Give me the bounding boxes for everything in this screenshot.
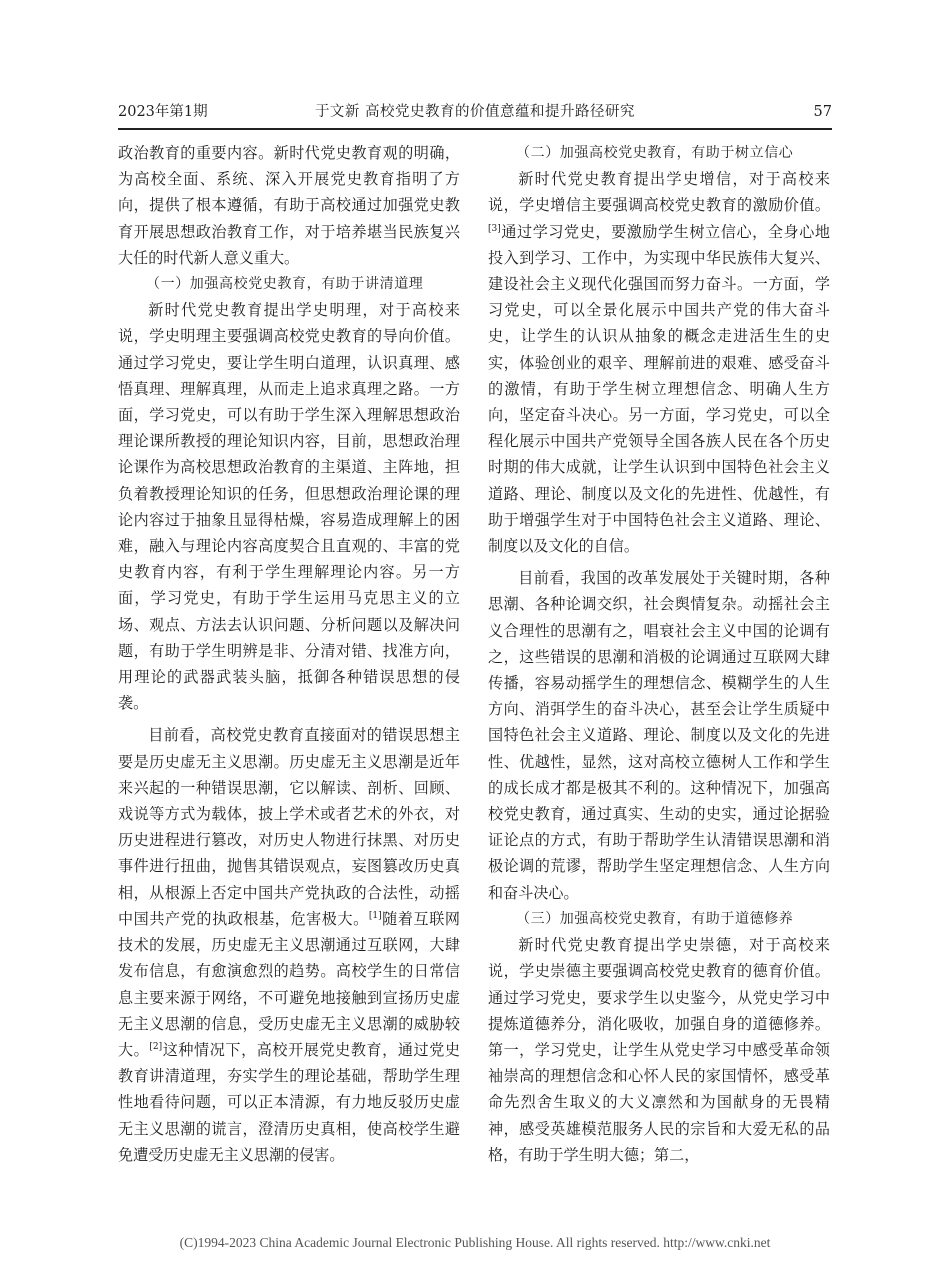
- copyright-footer: (C)1994-2023 China Academic Journal Electronic Publishing House. All rights reserved. http://www.cnki.net: [179, 1235, 771, 1250]
- citation-ref: [3]: [488, 223, 501, 234]
- journal-issue: 2023年第1期: [118, 104, 208, 120]
- paragraph: 新时代党史教育提出学史崇德，对于高校来说，学史崇德主要强调高校党史教育的德育价值。通过学习党史，要求学生以史鉴今，从党史学习中提炼道德养分，消化吸收，加强自身的道德修养。第一，学习党史，让学生从党史学习中感受革命领袖崇高的理想信念和心怀人民的家国情怀，感受革命先烈舍生取义的大义凛然和为国献身的无畏精神，感受英雄模范服务人民的宗旨和大爱无私的品格，有助于学生明大德；第二，: [488, 936, 830, 1164]
- citation-ref: [1]: [368, 910, 382, 921]
- right-column: [488, 140, 830, 1168]
- paragraph: 政治教育的重要内容。新时代党史教育观的明确，为高校全面、系统、深入开展党史教育指明了方向，提供了根本遵循，有助于高校通过加强党史教育开展思想政治教育工作，对于培养堪当民族复兴大任的时代新人意义重大。: [118, 144, 460, 267]
- paragraph-text: 通过学习党史，要激励学生树立信心，全身心地投入到学习、工作中，为实现中华民族伟大复兴、建设社会主义现代化强国而努力奋斗。一方面，学习党史，可以全景化展示中国共产党的伟大奋斗史，让学生的认识从抽象的概念走进活生生的史实，体验创业的艰辛、理解前进的艰难、感受奋斗的激情，有助于学生树立理想信念、明确人生方向，坚定奋斗决心。另一方面，学习党史，可以全程化展示中国共产党领导全国各族人民在各个历史时期的伟大成就，让学生认识到中国特色社会主义道路、理论、制度以及文化的先进性、优越性，有助于增强学生对于中国特色社会主义道路、理论、制度以及文化的自信。: [488, 222, 830, 556]
- paragraph-text: 目前看，高校党史教育直接面对的错误思想主要是历史虚无主义思潮。历史虚无主义思潮是近年来兴起的一种错误思潮，它以解读、剖析、回顾、戏说等方式为载体，披上学术或者艺术的外衣，对历史进程进行篡改，对历史人物进行抹黑、对历史事件进行扭曲，抛售其错误观点，妄图篡改历史真相，从根源上否定中国共产党执政的合法性，动摇中国共产党的执政根基，危害极大。: [118, 726, 460, 928]
- header-rule: [118, 128, 832, 130]
- running-header: [118, 100, 832, 124]
- left-column: [118, 140, 460, 1168]
- section-heading-2: （二）加强高校党史教育，有助于树立信心: [516, 145, 794, 161]
- paragraph: 新时代党史教育提出学史明理，对于高校来说，学史明理主要强调高校党史教育的导向价值。通过学习党史，要让学生明白道理，认识真理、感悟真理、理解真理，从而走上追求真理之路。一方面，学习党史，可以有助于学生深入理解思想政治理论课所教授的理论知识内容，目前，思想政治理论课作为高校思想政治教育的主渠道、主阵地，担负着教授理论知识的任务，但思想政治理论课的理论内容过于抽象且显得枯燥，容易造成理解上的困难，融入与理论内容高度契合且直观的、丰富的党史教育内容，有利于学生理解理论内容。另一方面，学习党史，有助于学生运用马克思主义的立场、观点、方法去认识问题、分析问题以及解决问题，有助于学生明辨是非、分清对错、找准方向，用理论的武器武装头脑，抵御各种错误思想的侵袭。: [118, 301, 460, 713]
- paragraph: [488, 166, 830, 559]
- paragraph-text: 新时代党史教育提出学史增信，对于高校来说，学史增信主要强调高校党史教育的激励价值。: [488, 170, 830, 215]
- page-number: 57: [813, 104, 832, 120]
- section-heading-3: （三）加强高校党史教育，有助于道德修养: [516, 910, 794, 927]
- paragraph: 目前看，我国的改革发展处于关键时期，各种思潮、各种论调交织，社会舆情复杂。动摇社会主义合理性的思潮有之，唱衰社会主义中国的论调有之，这些错误的思潮和消极的论调通过互联网大肆传播，容易动摇学生的理想信念、模糊学生的人生方向、消弭学生的奋斗决心，甚至会让学生质疑中国特色社会主义道路、理论、制度以及文化的先进性、优越性，显然，这对高校立德树人工作和学生的成长成才都是极其不利的。这种情况下，加强高校党史教育，通过真实、生动的史实，通过论据验证论点的方式，有助于帮助学生认清错误思潮和消极论调的荒谬，帮助学生坚定理想信念、人生方向和奋斗决心。: [488, 569, 830, 902]
- article-title-header: 于文新 高校党史教育的价值意蕴和提升路径研究: [314, 104, 636, 120]
- section-heading-1: （一）加强高校党史教育，有助于讲清道理: [146, 276, 424, 293]
- paragraph: [118, 722, 460, 1167]
- paragraph-text: 这种情况下，高校开展党史教育，通过党史教育讲清道理，夯实学生的理论基础，帮助学生理性地看待问题，可以正本清源，有力地反驳历史虚无主义思潮的谎言，澄清历史真相，使高校学生避免遭受历史虚无主义思潮的侵害。: [118, 1040, 460, 1164]
- paragraph-text: 随着互联网技术的发展，历史虚无主义思潮通过互联网，大肆发布信息，有愈演愈烈的趋势。高校学生的日常信息主要来源于网络，不可避免地接触到宣扬历史虚无主义思潮的信息，受历史虚无主义思潮的威胁较大。: [118, 909, 460, 1059]
- citation-ref: [2]: [149, 1041, 163, 1052]
